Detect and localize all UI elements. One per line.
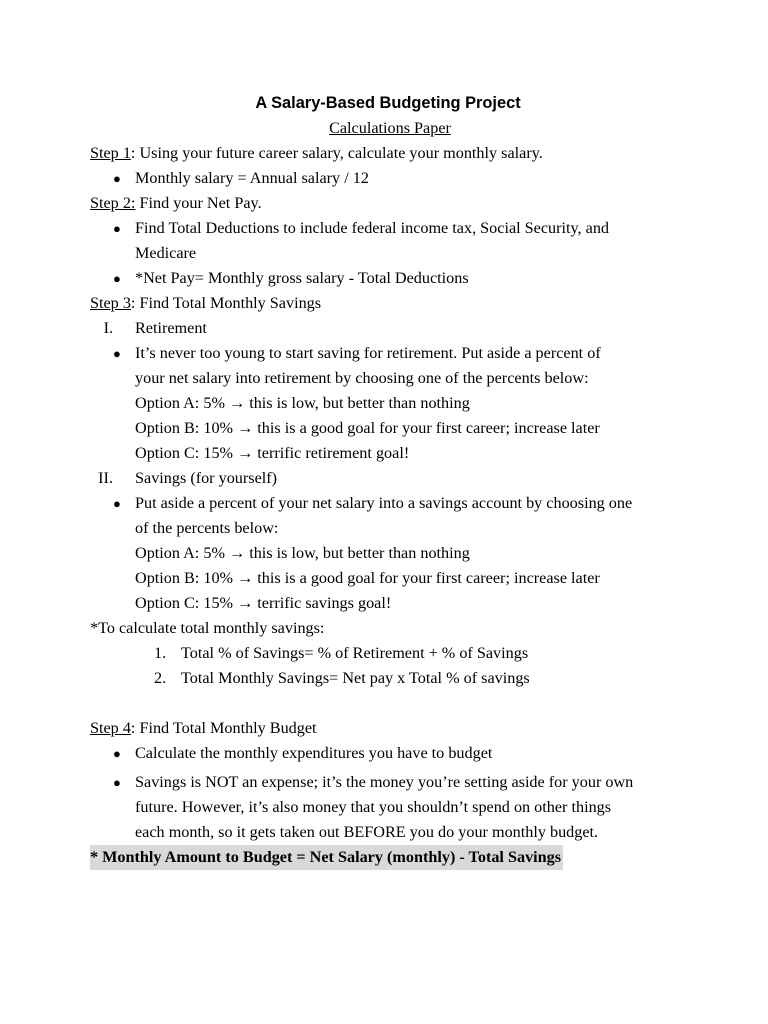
step4-heading [90,716,690,741]
bullet-icon: ● [113,271,121,286]
step2-heading [90,191,690,216]
step2-bullet-1-cont [90,241,690,266]
savings-bullet [90,491,690,516]
bullet-icon: ● [113,346,121,361]
step2-text: Find your Net Pay. [135,194,262,212]
bullet-icon: ● [113,746,121,761]
bullet-text: Savings is NOT an expense; it’s the money you’re setting aside for your own [135,773,634,791]
retirement-bullet [90,341,690,366]
savings-option-b: Option B: 10% → this is a good goal for your first career; increase later [135,569,600,587]
step1-heading [90,141,690,166]
savings-heading [90,466,690,491]
list-text: Total % of Savings= % of Retirement + % of Savings [181,644,529,662]
step4-label: Step 4 [90,719,131,737]
retirement-option-c: Option C: 15% → terrific retirement goal! [135,444,410,462]
bullet-text: each month, so it gets taken out BEFORE you do your monthly budget. [135,823,599,841]
step4-bullet-1 [90,741,690,766]
step1-bullet [90,166,690,191]
retirement-option-b: Option B: 10% → this is a good goal for your first career; increase later [135,419,600,437]
bullet-text: It’s never too young to start saving for retirement. Put aside a percent of [135,344,601,362]
list-number: 2. [154,669,167,687]
bullet-text: of the percents below: [135,519,279,537]
bullet-icon: ● [113,221,121,236]
calc-item-2 [90,666,690,691]
bullet-icon: ● [113,171,121,186]
list-number: 1. [154,644,167,662]
section-heading: Retirement [135,319,207,337]
savings-option-c: Option C: 15% → terrific savings goal! [135,594,392,612]
roman-numeral: I. [103,319,113,337]
final-formula-row [90,845,690,870]
step4-bullet-2 [90,770,690,795]
step3-label: Step 3 [90,294,131,312]
step4-bullet-2-cont [90,820,690,845]
bullet-text: future. However, it’s also money that you shouldn’t spend on other things [135,798,612,816]
spacer [90,691,690,716]
page-title: A Salary-Based Budgeting Project [255,94,521,112]
bullet-text: *Net Pay= Monthly gross salary - Total Deductions [135,269,469,287]
retirement-heading [90,316,690,341]
retirement-bullet-cont [90,366,690,391]
step3-text: : Find Total Monthly Savings [130,294,322,312]
list-text: Total Monthly Savings= Net pay x Total % of savings [181,669,530,687]
page-subtitle [90,116,690,141]
step4-bullet-2-cont [90,795,690,820]
step2-label: Step 2: [90,194,136,212]
step3-heading [90,291,690,316]
subtitle-text: Calculations Paper [329,119,451,137]
bullet-text: Medicare [135,244,197,262]
document-page [90,91,690,870]
bullet-text: Calculate the monthly expenditures you have to budget [135,744,493,762]
step2-bullet-2 [90,266,690,291]
step1-text: : Using your future career salary, calculate your monthly salary. [130,144,543,162]
savings-bullet-cont [90,516,690,541]
bullet-text: your net salary into retirement by choosing one of the percents below: [135,369,589,387]
step2-bullet-1 [90,216,690,241]
roman-numeral: II. [98,469,113,487]
retirement-option-a: Option A: 5% → this is low, but better than nothing [135,394,470,412]
bullet-text: Find Total Deductions to include federal income tax, Social Security, and [135,219,610,237]
section-heading: Savings (for yourself) [135,469,278,487]
savings-option-a: Option A: 5% → this is low, but better than nothing [135,544,470,562]
bullet-text: Monthly salary = Annual salary / 12 [135,169,369,187]
bullet-text: Put aside a percent of your net salary into a savings account by choosing one [135,494,633,512]
bullet-icon: ● [113,775,121,790]
step4-text: : Find Total Monthly Budget [130,719,317,737]
calc-item-1 [90,641,690,666]
step1-label: Step 1 [90,144,131,162]
calc-intro: *To calculate total monthly savings: [90,619,325,637]
bullet-icon: ● [113,496,121,511]
final-formula: * Monthly Amount to Budget = Net Salary (monthly) - Total Savings [90,845,563,870]
